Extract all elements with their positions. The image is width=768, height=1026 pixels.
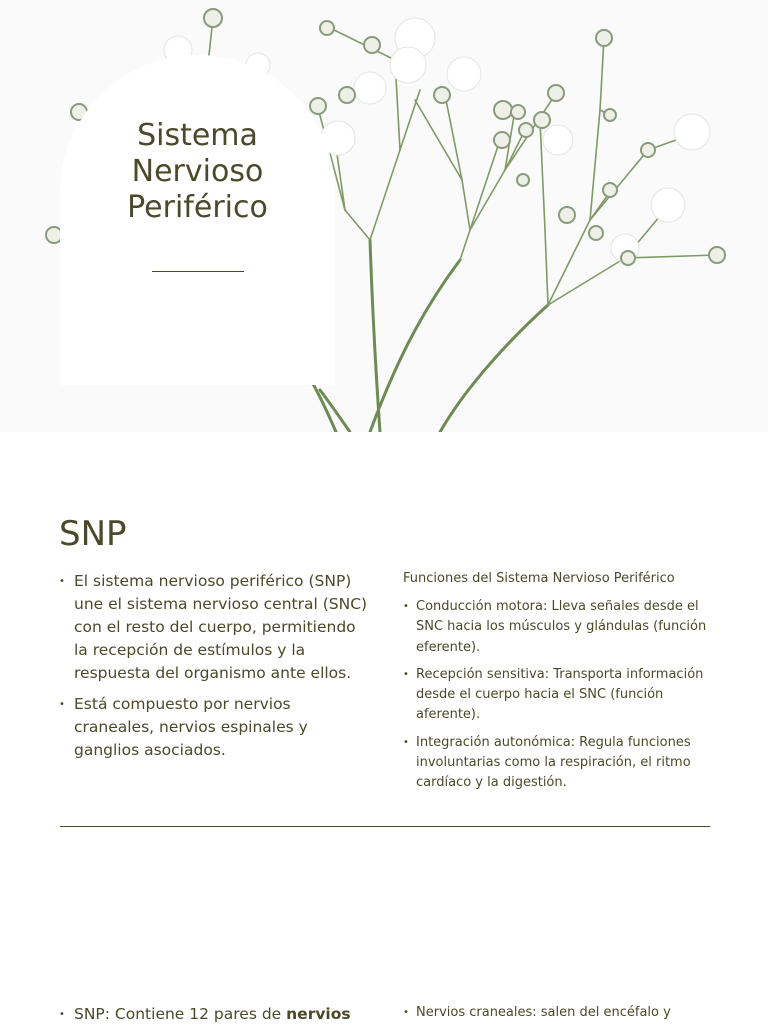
list-item [59,1003,369,1026]
list-item: • Integración autonómica: Regula funciones involuntarias como la respiración, el ritmo cardíaco y la digestión. [403,733,713,794]
title-line: Nervioso [131,154,264,189]
list-item: • Nervios craneales: salen del encéfalo y [403,1003,713,1023]
list-item-bold-text: nervios [286,1005,351,1023]
list-item: • Recepción sensitiva: Transporta información desde el cuerpo hacia el SNC (función aferente). [403,665,713,726]
functions-column [403,570,713,801]
list-item: • Conducción motora: Lleva señales desde el SNC hacia los músculos y glándulas (función eferente). [403,597,713,658]
next-slide-left-list [59,1003,369,1026]
title-line: Periférico [127,190,268,225]
list-item-text: SNP: Contiene 12 pares de [74,1005,287,1023]
functions-list [403,597,713,794]
functions-title: Funciones del Sistema Nervioso Periférico [403,571,675,586]
content-heading: SNP [59,514,127,554]
next-slide-right-list [403,1003,713,1023]
title-slide [0,0,768,432]
title-underline [152,271,244,272]
slide-title [60,118,335,226]
title-line: Sistema [137,118,258,153]
content-slide [0,432,768,1024]
left-bullet-list [59,570,369,770]
list-item: • Está compuesto por nervios craneales, nervios espinales y ganglios asociados. [59,693,369,762]
list-item: • El sistema nervioso periférico (SNP) une el sistema nervioso central (SNC) con el resto del cuerpo, permitiendo la recepción de estímulos y la respuesta del organismo ante ellos. [59,570,369,685]
section-divider [60,826,710,827]
